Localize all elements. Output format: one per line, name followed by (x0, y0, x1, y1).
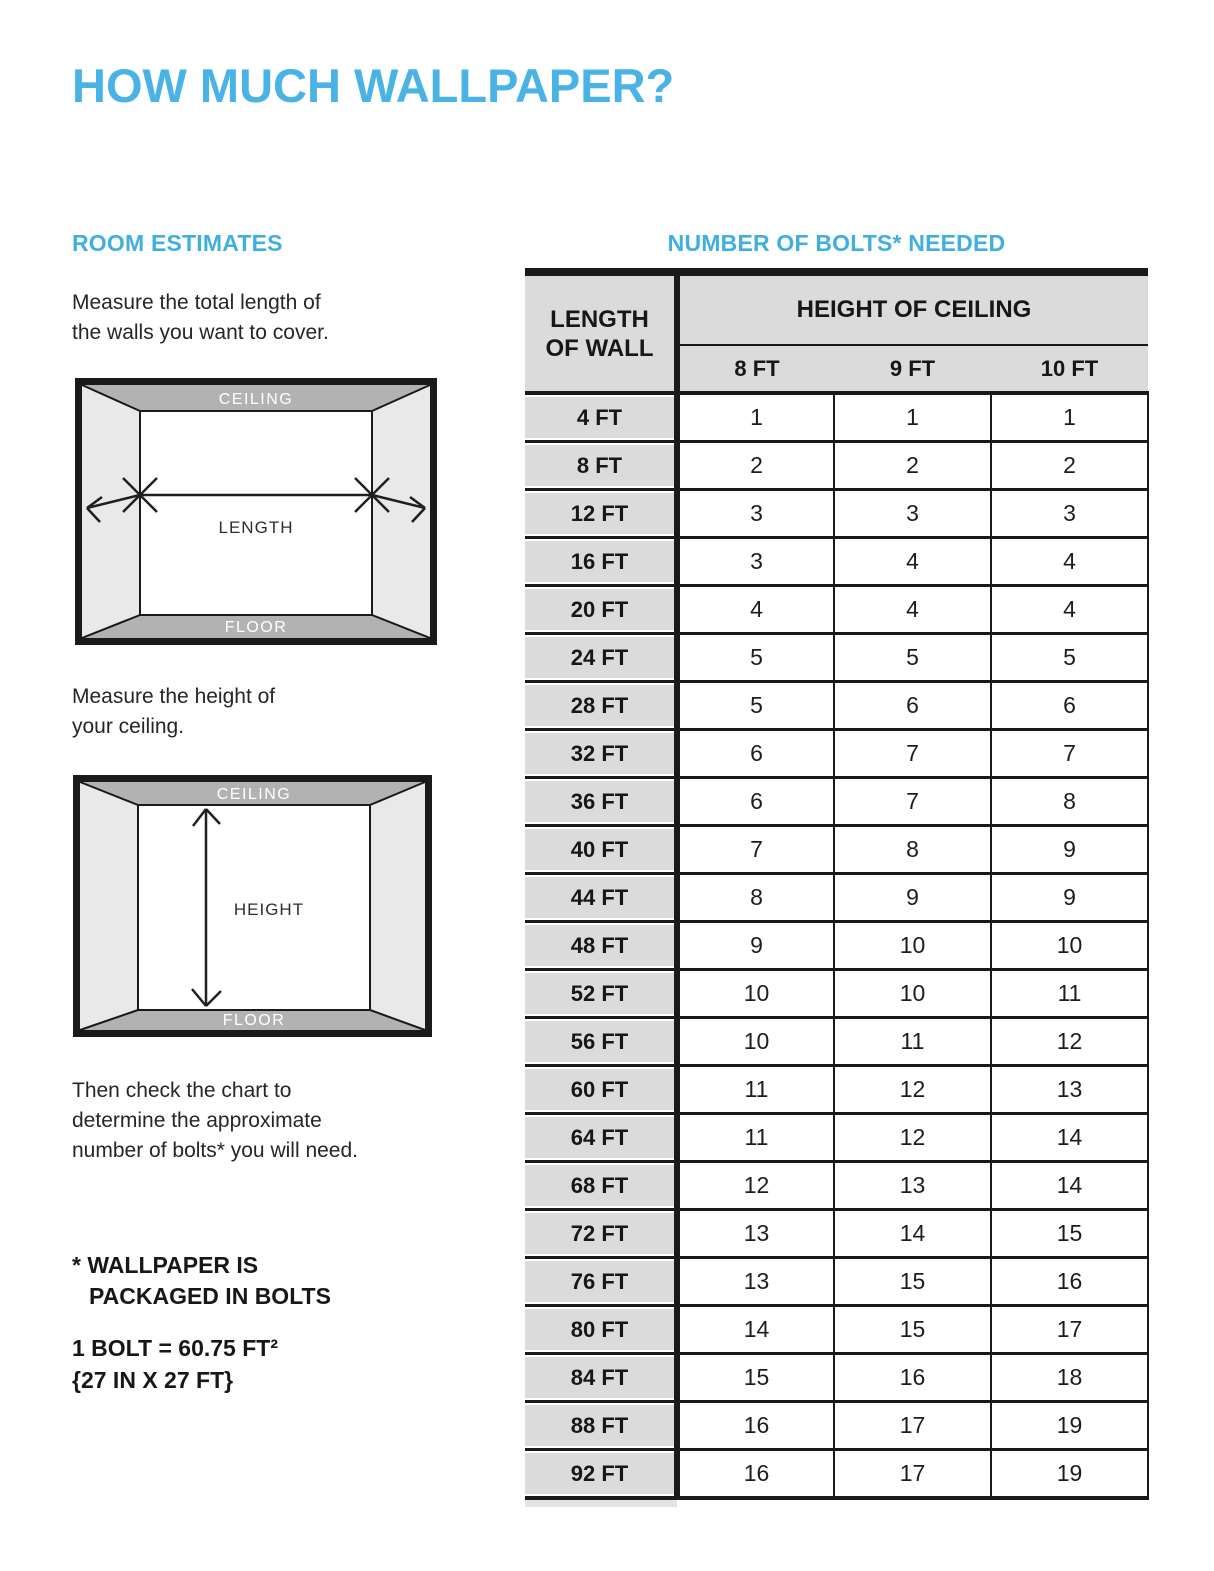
table-row (525, 1210, 1148, 1258)
wall-length-cell: 36 FT (525, 778, 677, 826)
bolts-value-cell: 12 (677, 1162, 834, 1210)
ceiling-label: CEILING (216, 786, 292, 803)
bolts-value-cell: 6 (677, 730, 834, 778)
bolts-value-cell: 2 (834, 442, 991, 490)
bolts-value-cell: 6 (834, 682, 991, 730)
table-row (525, 586, 1148, 634)
table-row (525, 634, 1148, 682)
header-line: OF WALL (545, 334, 654, 362)
bolts-value-cell: 5 (677, 634, 834, 682)
table-row (525, 393, 1148, 442)
table-row (525, 826, 1148, 874)
bolts-value-cell: 9 (834, 874, 991, 922)
bolts-value-cell: 15 (834, 1306, 991, 1354)
step3-line: Then check the chart to (72, 1079, 292, 1102)
col-header-8ft: 8 FT (677, 345, 834, 393)
bolts-value-cell: 5 (677, 682, 834, 730)
bolts-value-cell: 4 (834, 586, 991, 634)
bolts-table-heading: NUMBER OF BOLTS* NEEDED (667, 230, 1006, 256)
bolts-value-cell: 6 (677, 778, 834, 826)
length-label: LENGTH (218, 518, 294, 537)
table-row (525, 1066, 1148, 1114)
table-row (525, 538, 1148, 586)
wall-length-cell: 44 FT (525, 874, 677, 922)
bolts-value-cell: 15 (834, 1258, 991, 1306)
table-row (525, 778, 1148, 826)
bolts-value-cell: 10 (677, 970, 834, 1018)
table-row (525, 1354, 1148, 1402)
bolts-value-cell: 8 (677, 874, 834, 922)
bolts-value-cell: 16 (834, 1354, 991, 1402)
bolts-value-cell: 13 (834, 1162, 991, 1210)
bolts-value-cell: 13 (991, 1066, 1148, 1114)
bolts-value-cell: 15 (991, 1210, 1148, 1258)
bolts-value-cell: 4 (991, 586, 1148, 634)
wall-length-cell: 28 FT (525, 682, 677, 730)
wall-length-cell: 40 FT (525, 826, 677, 874)
wall-length-cell: 20 FT (525, 586, 677, 634)
bolts-value-cell: 5 (834, 634, 991, 682)
step2-line: Measure the height of (72, 685, 276, 708)
bolts-value-cell: 3 (834, 490, 991, 538)
col-header-10ft: 10 FT (991, 345, 1148, 393)
wall-length-cell: 16 FT (525, 538, 677, 586)
bolts-value-cell: 1 (834, 393, 991, 442)
table-row (525, 682, 1148, 730)
step3-line: determine the approximate (72, 1109, 322, 1132)
table-row (525, 1258, 1148, 1306)
footnote-line: * WALLPAPER IS (72, 1252, 259, 1278)
table-row (525, 1306, 1148, 1354)
bolts-value-cell: 7 (834, 778, 991, 826)
bolts-value-cell: 12 (834, 1114, 991, 1162)
step1-text (72, 288, 329, 348)
bolts-value-cell: 2 (677, 442, 834, 490)
wall-length-cell: 64 FT (525, 1114, 677, 1162)
bolts-value-cell: 14 (834, 1210, 991, 1258)
bolts-value-cell: 4 (677, 586, 834, 634)
bolts-value-cell: 10 (991, 922, 1148, 970)
table-row (525, 1018, 1148, 1066)
table-bottom-tab (525, 1500, 677, 1507)
wall-length-cell: 48 FT (525, 922, 677, 970)
bolts-value-cell: 3 (991, 490, 1148, 538)
wall-length-cell: 24 FT (525, 634, 677, 682)
bolts-value-cell: 18 (991, 1354, 1148, 1402)
right-wall-panel (370, 782, 425, 1030)
bolts-value-cell: 8 (834, 826, 991, 874)
bolt-size-info (72, 1332, 278, 1396)
floor-label: FLOOR (224, 619, 288, 636)
bolts-value-cell: 4 (834, 538, 991, 586)
wall-length-cell: 60 FT (525, 1066, 677, 1114)
bolts-value-cell: 10 (834, 922, 991, 970)
bolts-value-cell: 16 (677, 1450, 834, 1499)
bolts-table-wrap (525, 268, 1149, 1507)
step2-text (72, 682, 275, 742)
bolts-value-cell: 3 (677, 490, 834, 538)
bolts-value-cell: 9 (991, 826, 1148, 874)
table-row (525, 442, 1148, 490)
bolts-value-cell: 1 (991, 393, 1148, 442)
bolts-value-cell: 13 (677, 1210, 834, 1258)
wall-length-cell: 32 FT (525, 730, 677, 778)
page-title: HOW MUCH WALLPAPER? (72, 59, 675, 112)
wall-length-cell: 80 FT (525, 1306, 677, 1354)
wall-length-cell: 12 FT (525, 490, 677, 538)
footnote-line: PACKAGED IN BOLTS (89, 1283, 331, 1309)
header-line: LENGTH (550, 305, 649, 333)
step3-line: number of bolts* you will need. (72, 1139, 358, 1162)
wall-length-cell: 56 FT (525, 1018, 677, 1066)
step1-line: Measure the total length of (72, 291, 321, 314)
bolts-value-cell: 13 (677, 1258, 834, 1306)
back-wall-panel (140, 411, 372, 615)
bolts-value-cell: 7 (677, 826, 834, 874)
wall-length-cell: 84 FT (525, 1354, 677, 1402)
table-row (525, 490, 1148, 538)
step1-line: the walls you want to cover. (72, 321, 329, 344)
table-row (525, 1450, 1148, 1499)
wallpaper-footnote (72, 1250, 331, 1312)
bolt-info-line: {27 IN X 27 FT} (72, 1367, 234, 1393)
bolts-value-cell: 11 (991, 970, 1148, 1018)
wall-length-cell: 76 FT (525, 1258, 677, 1306)
bolts-value-cell: 8 (991, 778, 1148, 826)
bolts-value-cell: 11 (834, 1018, 991, 1066)
bolts-value-cell: 1 (677, 393, 834, 442)
bolts-value-cell: 16 (991, 1258, 1148, 1306)
bolts-value-cell: 6 (991, 682, 1148, 730)
wall-length-cell: 88 FT (525, 1402, 677, 1450)
bolts-value-cell: 3 (677, 538, 834, 586)
bolts-value-cell: 17 (991, 1306, 1148, 1354)
bolts-value-cell: 7 (834, 730, 991, 778)
bolts-value-cell: 17 (834, 1450, 991, 1499)
wall-length-cell: 8 FT (525, 442, 677, 490)
bolts-value-cell: 16 (677, 1402, 834, 1450)
table-row (525, 922, 1148, 970)
bolts-value-cell: 4 (991, 538, 1148, 586)
bolts-value-cell: 10 (834, 970, 991, 1018)
room-length-diagram (75, 378, 437, 645)
step2-line: your ceiling. (72, 715, 185, 738)
bolts-value-cell: 7 (991, 730, 1148, 778)
table-row (525, 874, 1148, 922)
room-estimates-heading: ROOM ESTIMATES (72, 230, 283, 256)
ceiling-label: CEILING (218, 391, 294, 408)
bolts-value-cell: 14 (991, 1114, 1148, 1162)
bolts-table (525, 268, 1149, 1500)
wall-length-cell: 92 FT (525, 1450, 677, 1499)
table-row (525, 1402, 1148, 1450)
table-row (525, 1162, 1148, 1210)
table-row (525, 970, 1148, 1018)
room-height-diagram (73, 775, 432, 1037)
table-row (525, 730, 1148, 778)
bolts-value-cell: 14 (991, 1162, 1148, 1210)
bolts-value-cell: 9 (677, 922, 834, 970)
floor-label: FLOOR (222, 1012, 286, 1029)
bolts-value-cell: 19 (991, 1450, 1148, 1499)
left-wall-panel (80, 782, 138, 1030)
bolts-value-cell: 14 (677, 1306, 834, 1354)
wall-length-cell: 68 FT (525, 1162, 677, 1210)
bolts-value-cell: 15 (677, 1354, 834, 1402)
wall-length-cell: 4 FT (525, 393, 677, 442)
bolts-value-cell: 11 (677, 1114, 834, 1162)
bolts-value-cell: 10 (677, 1018, 834, 1066)
bolts-value-cell: 12 (834, 1066, 991, 1114)
bolts-value-cell: 17 (834, 1402, 991, 1450)
bolts-value-cell: 19 (991, 1402, 1148, 1450)
length-of-wall-header (525, 272, 677, 393)
wall-length-cell: 72 FT (525, 1210, 677, 1258)
bolts-value-cell: 12 (991, 1018, 1148, 1066)
height-of-ceiling-header: HEIGHT OF CEILING (677, 272, 1148, 345)
bolts-value-cell: 2 (991, 442, 1148, 490)
bolts-value-cell: 5 (991, 634, 1148, 682)
height-label: HEIGHT (233, 900, 305, 919)
bolts-value-cell: 9 (991, 874, 1148, 922)
step3-text (72, 1076, 358, 1166)
table-row (525, 1114, 1148, 1162)
bolt-info-line: 1 BOLT = 60.75 FT² (72, 1335, 278, 1361)
table-header-row (525, 272, 1148, 345)
col-header-9ft: 9 FT (834, 345, 991, 393)
wall-length-cell: 52 FT (525, 970, 677, 1018)
bolts-value-cell: 11 (677, 1066, 834, 1114)
